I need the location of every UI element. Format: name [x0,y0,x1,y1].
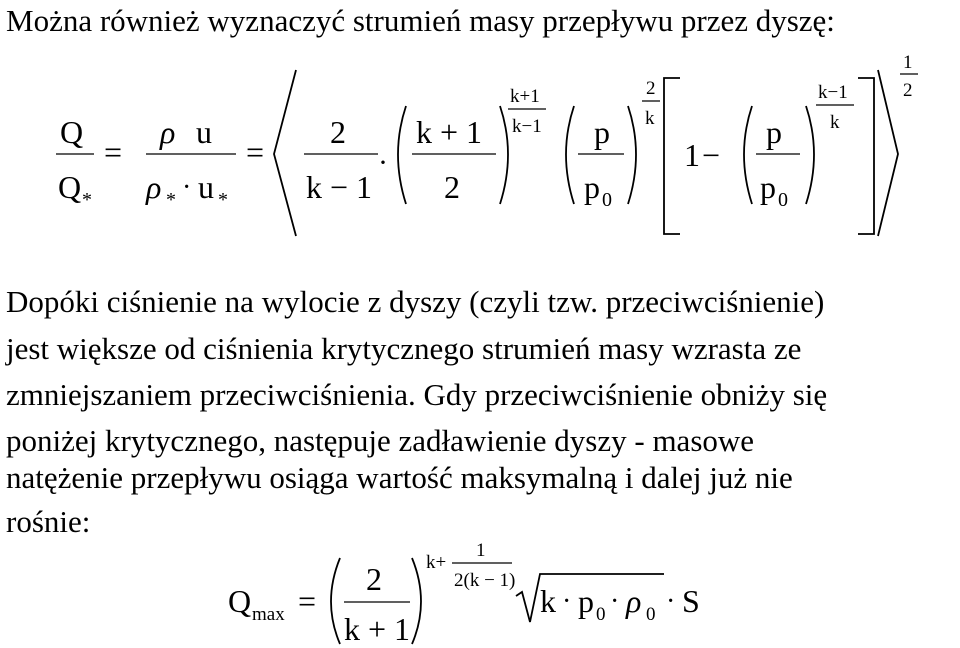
numerator-u: u [196,114,212,150]
paragraph-line: rośnie: [6,504,91,539]
intro-text: Można również wyznaczyć strumień masy przepływu przez dyszę: [6,3,835,38]
paragraph-line: zmniejszaniem przeciwciśnienia. Gdy przeciwciśnienie obniży się [6,377,828,412]
numerator-Q: Q [60,114,84,150]
subscript-star: * [82,189,92,211]
rho-symbol: ρ [626,583,642,619]
paragraph-line: jest większe od ciśnienia krytycznego strumień masy wzrasta ze [6,331,802,366]
max-mass-flow-formula [0,536,960,648]
Q-symbol: Q [228,583,252,619]
exponent-denominator: 2(k − 1) [454,570,516,591]
numerator-rho: ρ [160,114,176,150]
dot-operator: · [182,172,192,203]
dot-operator: · [378,146,388,179]
denominator-two: 2 [444,169,460,205]
exponent-k-plus-1: k+1 [510,86,540,107]
exponent-k: k [645,108,655,129]
minus-sign: − [702,137,721,173]
numerator-two: 2 [366,561,382,597]
left-paren [331,558,340,644]
dot-operator: · [666,586,676,617]
exponent-k-minus-1: k−1 [818,82,848,103]
numerator-p: p [766,114,782,150]
left-paren [566,106,574,204]
numerator-k-plus-1: k + 1 [416,114,483,150]
paragraph-line: poniżej krytycznego, następuje zadławienie dyszy - masowe [6,423,755,458]
numerator-two: 2 [330,114,346,150]
exponent-k-plus: k+ [426,552,447,573]
p-symbol: p [578,583,594,619]
paragraph-line: natężenie przepływu osiąga wartość maksymalną i dalej już nie [6,460,793,495]
denominator-k-plus-1: k + 1 [344,611,411,647]
subscript-zero: 0 [596,604,606,625]
mass-flow-ratio-formula [0,48,960,238]
equals-sign: = [298,583,317,619]
exponent-k: k [830,112,840,133]
right-square-bracket [858,78,874,234]
numerator-p: p [594,114,610,150]
one: 1 [684,137,700,173]
paragraph-line: Dopóki ciśnienie na wylocie z dyszy (czyli tzw. przeciwciśnienie) [6,284,825,319]
equals-sign: = [104,134,123,170]
subscript-star: * [166,189,176,211]
denominator-p: p [584,169,600,205]
left-angle-bracket [274,70,296,236]
subscript-max: max [252,604,285,625]
equals-sign: = [246,134,265,170]
subscript-zero: 0 [778,189,788,211]
left-paren [744,106,752,204]
denominator-Q: Q [58,169,82,205]
left-square-bracket [664,78,680,234]
denominator-u: u [198,169,214,205]
subscript-star: * [218,189,228,211]
left-paren [398,106,406,204]
exponent-one: 1 [476,540,486,561]
denominator-rho: ρ [146,169,162,205]
right-angle-bracket [878,70,898,236]
denominator-k-minus-1: k − 1 [306,169,373,205]
outer-exponent-two: 2 [903,80,913,101]
right-paren [628,106,636,204]
exponent-two: 2 [646,78,656,99]
denominator-p: p [760,169,776,205]
right-paren [806,106,814,204]
dot-operator: · [610,586,620,617]
right-paren [412,558,421,644]
outer-exponent-one: 1 [903,52,913,73]
right-paren [500,106,508,204]
subscript-zero: 0 [646,604,656,625]
k-symbol: k [540,583,556,619]
S-symbol: S [682,583,700,619]
subscript-zero: 0 [602,189,612,211]
exponent-k-minus-1: k−1 [512,116,542,137]
dot-operator: · [562,586,572,617]
